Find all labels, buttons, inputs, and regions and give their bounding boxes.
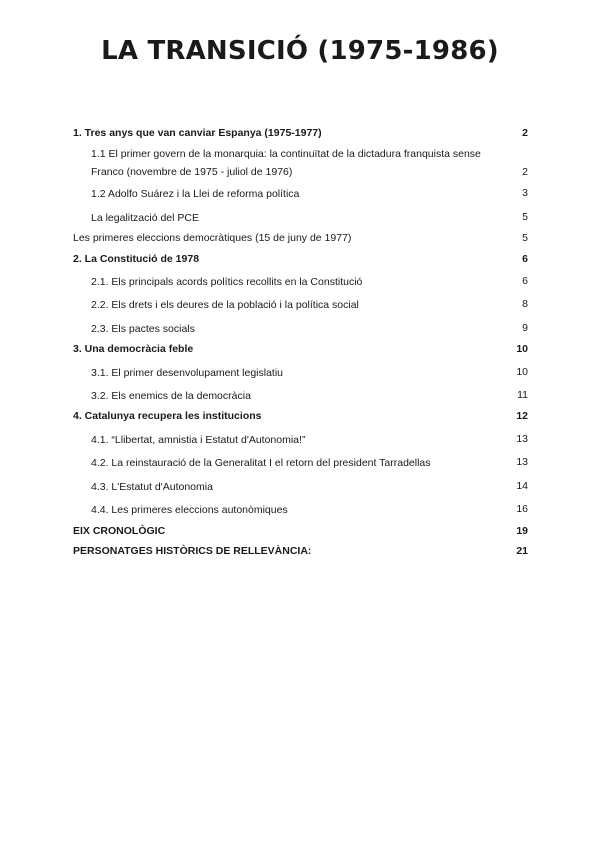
page-title: LA TRANSICIÓ (1975-1986) [101,36,499,66]
toc-entry-page: 19 [516,524,528,537]
toc-entry[interactable] [73,541,528,561]
toc-entry-page: 10 [516,365,528,378]
toc-entry[interactable] [73,143,528,181]
toc-entry-page: 5 [522,232,528,245]
toc-entry-page: 10 [516,343,528,356]
toc-entry-page: 9 [522,321,528,334]
toc-entry-text: 2. La Constitució de 1978 [73,252,200,265]
toc-entry-page: 2 [522,127,528,139]
toc-entry-page: 14 [516,479,528,492]
toc-entry-text: 3.2. Els enemics de la democràcia [91,389,251,402]
toc-entry-text: 4.4. Les primeres eleccions autonòmiques [91,504,288,516]
toc-entry[interactable] [73,183,528,203]
toc-entry[interactable] [73,123,528,143]
toc-entry[interactable] [73,294,528,314]
toc-entry-text: Les primeres eleccions democràtiques (15 de juny de 1977) [73,232,352,245]
toc-entry-page: 5 [522,210,528,223]
toc-entry-text: 1. Tres anys que van canviar Espanya (1975-1977) [73,127,322,139]
toc-entry-text: 3.1. El primer desenvolupament legislatiu [91,366,284,379]
toc-entry-page: 13 [516,456,528,469]
toc-entry[interactable] [73,362,528,382]
toc-entry-page: 16 [516,503,528,516]
toc-entry-page: 6 [522,275,528,288]
toc-entry[interactable] [73,271,528,291]
toc-entry[interactable] [73,452,528,472]
toc-entry-text: EIX CRONOLÒGIC [73,524,166,537]
toc-entry[interactable] [73,339,528,359]
toc-entry-text: 4.3. L'Estatut d'Autonomia [91,480,213,493]
toc-entry-text: 3. Una democràcia feble [73,343,194,356]
toc-entry-page: 3 [522,187,528,200]
toc-entry[interactable] [73,476,528,496]
toc-entry-page: 8 [522,298,528,311]
toc-entry-page: 13 [516,432,528,445]
toc-entry-text: 4.1. “Llibertat, amnistia i Estatut d'Autonomia!” [91,433,306,446]
toc-entry[interactable] [73,499,528,519]
toc-entry-text: 2.1. Els principals acords polítics recollits en la Constitució [91,275,363,288]
toc-entry-text: 4.2. La reinstauració de la Generalitat I el retorn del president Tarradellas [91,457,431,470]
table-of-contents [73,123,528,561]
toc-entry[interactable] [73,249,528,269]
toc-entry-page: 2 [522,166,528,179]
toc-entry-page: 21 [516,544,528,557]
toc-entry-text: 1.2 Adolfo Suárez i la Llei de reforma política [91,188,300,201]
toc-entry-text: 1.1 El primer govern de la monarquia: la continuïtat de la dictadura franquista sense Franco (novembre de 1975 - juliol de 1976) [91,148,481,179]
toc-entry-page: 11 [517,389,528,402]
toc-entry[interactable] [73,207,528,227]
toc-entry-text: La legalització del PCE [91,211,199,224]
toc-entry-text: 2.3. Els pactes socials [91,322,195,335]
toc-entry[interactable] [73,228,528,248]
toc-entry[interactable] [73,429,528,449]
toc-entry-page: 12 [516,410,528,423]
toc-entry-text: 4. Catalunya recupera les institucions [73,410,262,423]
toc-entry[interactable] [73,318,528,338]
toc-entry-text: PERSONATGES HISTÒRICS DE RELLEVÀNCIA: [73,544,312,557]
toc-entry[interactable] [73,406,528,426]
toc-entry[interactable] [73,521,528,541]
toc-entry-page: 6 [522,252,528,265]
toc-entry-text: 2.2. Els drets i els deures de la població i la política social [91,299,359,312]
toc-entry[interactable] [73,385,528,405]
